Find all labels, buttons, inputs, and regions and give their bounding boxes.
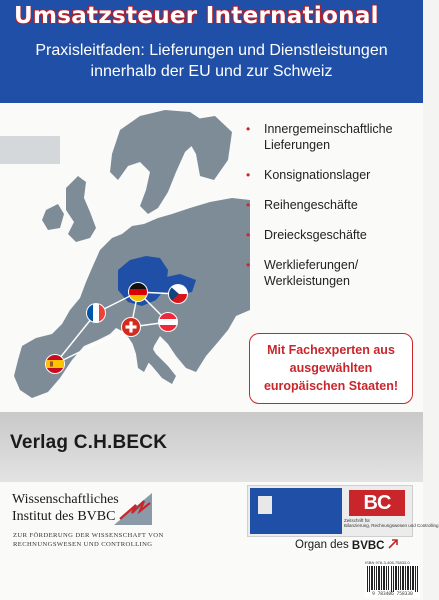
organ-logo: BVBC [351, 540, 385, 552]
bvbc-arrow-icon [388, 539, 398, 549]
expert-line-2: ausgewählten [289, 361, 373, 375]
feature-item [240, 257, 420, 289]
institute-logo-icon [110, 491, 156, 527]
feature-label: Werklieferungen/ Werkleistungen [264, 258, 359, 288]
map-great-britain [66, 176, 96, 242]
expert-callout [249, 333, 413, 404]
book-title: Umsatzsteuer International [14, 3, 379, 29]
flag-austria [158, 312, 178, 332]
barcode-icon [367, 566, 418, 592]
expert-line-1: Mit Fachexperten aus [267, 343, 395, 357]
institute-tagline [13, 531, 193, 549]
feature-list [240, 121, 420, 303]
bullet-icon: • [246, 168, 251, 182]
feature-label: Reihengeschäfte [264, 198, 358, 212]
organ-prefix: Organ des [295, 539, 349, 551]
flag-spain [45, 354, 65, 374]
bullet-icon: • [246, 198, 251, 212]
isbn-code: ISBN 978-3-406-75833-0 [365, 560, 410, 565]
institute-line-1: Wissenschaftliches [12, 492, 119, 507]
feature-label: Dreiecksgeschäfte [264, 228, 367, 242]
journal-subtitle [344, 518, 439, 528]
journal-thumbnail [247, 485, 439, 537]
institute-line-2: Institut des BVBC [12, 509, 116, 524]
flag-france [86, 303, 106, 323]
title-banner [0, 0, 423, 103]
journal-logo: BC [349, 490, 405, 516]
journal-cover-mark [258, 496, 272, 514]
europe-map [0, 110, 250, 410]
flag-czechia [168, 284, 188, 304]
flag-germany [128, 282, 148, 302]
journal-cover-image [250, 488, 342, 534]
bullet-icon: • [246, 122, 251, 136]
map-finland [188, 116, 232, 180]
feature-label: Konsignationslager [264, 168, 371, 182]
isbn-barcode [365, 560, 420, 598]
feature-item [240, 197, 420, 213]
feature-item [240, 227, 420, 243]
book-subtitle [0, 40, 423, 82]
feature-label: Innergemeinschaftliche Lieferungen [264, 122, 393, 152]
expert-line-3: europäischen Staaten! [263, 379, 399, 393]
flag-switzerland [121, 317, 141, 337]
publisher-name: Verlag C.H.BECK [10, 432, 168, 453]
map-ireland [42, 204, 64, 230]
bullet-icon: • [246, 258, 251, 272]
institute-tagline-2: RECHNUNGSWESEN UND CONTROLLING [13, 541, 153, 548]
feature-item [240, 121, 420, 153]
institute-tagline-1: ZUR FÖRDERUNG DER WISSENSCHAFT VON [13, 532, 164, 539]
journal-subtitle-1: Zeitschrift für [344, 518, 371, 523]
feature-item [240, 167, 420, 183]
journal-subtitle-2: Bilanzierung, Rechnungswesen und Controlling [344, 523, 439, 528]
isbn-digits: 9 783406 758330 [372, 592, 413, 597]
bullet-icon: • [246, 228, 251, 242]
institute-block [12, 491, 227, 561]
subtitle-line-1: Praxisleitfaden: Lieferungen und Dienstleistungen [35, 42, 388, 59]
organ-line [295, 539, 398, 552]
subtitle-line-2: innerhalb der EU und zur Schweiz [90, 63, 333, 80]
